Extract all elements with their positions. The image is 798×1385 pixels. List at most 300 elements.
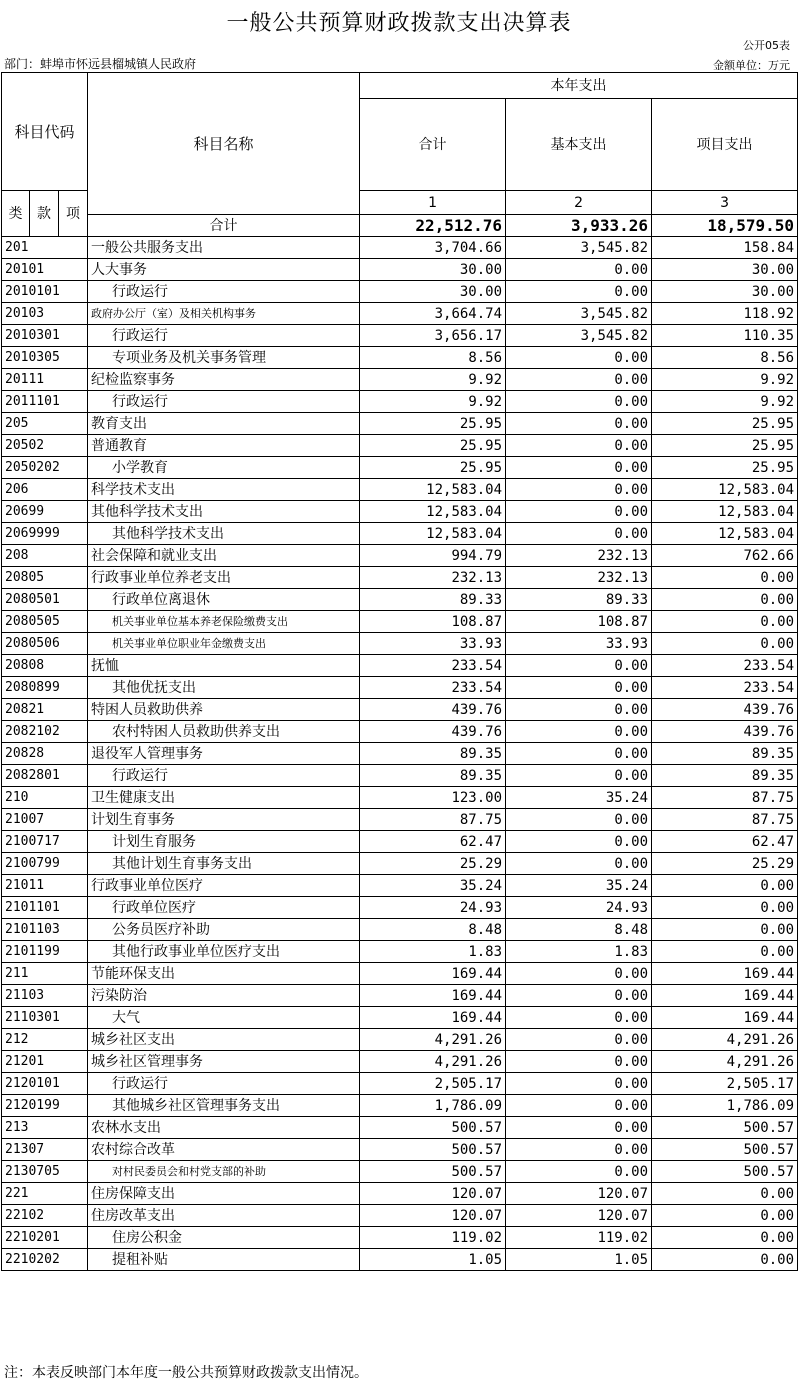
- row-basic: 0.00: [506, 1073, 652, 1095]
- row-total: 3,656.17: [360, 325, 506, 347]
- table-row: [2, 853, 798, 875]
- table-row: [2, 1095, 798, 1117]
- row-code: 2080501: [2, 589, 88, 611]
- row-name: 抚恤: [88, 655, 360, 677]
- row-project: 12,583.04: [652, 479, 798, 501]
- row-project: 25.95: [652, 435, 798, 457]
- row-total: 500.57: [360, 1139, 506, 1161]
- row-project: 0.00: [652, 567, 798, 589]
- row-project: 500.57: [652, 1161, 798, 1183]
- row-total: 232.13: [360, 567, 506, 589]
- table-row: [2, 1249, 798, 1271]
- row-name: 教育支出: [88, 413, 360, 435]
- row-code: 212: [2, 1029, 88, 1051]
- row-name: 行政运行: [88, 765, 360, 787]
- table-row: [2, 919, 798, 941]
- row-code: 221: [2, 1183, 88, 1205]
- header-code: 科目代码: [2, 73, 88, 191]
- row-basic: 3,545.82: [506, 303, 652, 325]
- table-row: [2, 413, 798, 435]
- table-row: [2, 523, 798, 545]
- table-row: [2, 1227, 798, 1249]
- row-project: 169.44: [652, 1007, 798, 1029]
- col-no-1: 1: [360, 191, 506, 215]
- row-total: 3,704.66: [360, 237, 506, 259]
- table-row: [2, 237, 798, 259]
- row-name: 小学教育: [88, 457, 360, 479]
- row-name: 专项业务及机关事务管理: [88, 347, 360, 369]
- row-total: 108.87: [360, 611, 506, 633]
- row-name: 城乡社区管理事务: [88, 1051, 360, 1073]
- row-project: 89.35: [652, 743, 798, 765]
- row-total: 62.47: [360, 831, 506, 853]
- table-row: [2, 325, 798, 347]
- table-row: [2, 391, 798, 413]
- table-row: [2, 677, 798, 699]
- row-name: 特困人员救助供养: [88, 699, 360, 721]
- row-project: 8.56: [652, 347, 798, 369]
- table-row: [2, 281, 798, 303]
- row-basic: 0.00: [506, 369, 652, 391]
- row-code: 2120199: [2, 1095, 88, 1117]
- row-total: 89.35: [360, 743, 506, 765]
- row-project: 25.95: [652, 457, 798, 479]
- row-name: 行政运行: [88, 1073, 360, 1095]
- row-total: 169.44: [360, 963, 506, 985]
- row-basic: 0.00: [506, 457, 652, 479]
- row-name: 行政事业单位医疗: [88, 875, 360, 897]
- total-label: 合计: [88, 215, 360, 237]
- expenditure-table: [1, 72, 798, 1271]
- row-code: 20103: [2, 303, 88, 325]
- table-row: [2, 435, 798, 457]
- row-project: 233.54: [652, 677, 798, 699]
- row-project: 0.00: [652, 1205, 798, 1227]
- row-code: 210: [2, 787, 88, 809]
- row-project: 762.66: [652, 545, 798, 567]
- row-basic: 0.00: [506, 1117, 652, 1139]
- row-project: 89.35: [652, 765, 798, 787]
- row-basic: 120.07: [506, 1205, 652, 1227]
- row-basic: 0.00: [506, 1007, 652, 1029]
- table-row: [2, 963, 798, 985]
- row-code: 21011: [2, 875, 88, 897]
- row-code: 211: [2, 963, 88, 985]
- row-total: 30.00: [360, 259, 506, 281]
- row-total: 9.92: [360, 369, 506, 391]
- table-row: [2, 1139, 798, 1161]
- row-basic: 0.00: [506, 831, 652, 853]
- row-basic: 0.00: [506, 413, 652, 435]
- row-code: 20821: [2, 699, 88, 721]
- table-row: [2, 809, 798, 831]
- table-row: [2, 611, 798, 633]
- row-basic: 1.05: [506, 1249, 652, 1271]
- row-name: 社会保障和就业支出: [88, 545, 360, 567]
- row-name: 其他行政事业单位医疗支出: [88, 941, 360, 963]
- row-basic: 0.00: [506, 1051, 652, 1073]
- row-basic: 8.48: [506, 919, 652, 941]
- row-name: 住房公积金: [88, 1227, 360, 1249]
- row-basic: 0.00: [506, 259, 652, 281]
- row-code: 20699: [2, 501, 88, 523]
- row-project: 0.00: [652, 875, 798, 897]
- table-row: [2, 985, 798, 1007]
- row-basic: 0.00: [506, 523, 652, 545]
- row-total: 35.24: [360, 875, 506, 897]
- row-basic: 0.00: [506, 391, 652, 413]
- table-row: [2, 655, 798, 677]
- row-total: 119.02: [360, 1227, 506, 1249]
- row-basic: 0.00: [506, 655, 652, 677]
- table-row: [2, 479, 798, 501]
- row-total: 25.95: [360, 435, 506, 457]
- table-row: [2, 1183, 798, 1205]
- row-project: 12,583.04: [652, 523, 798, 545]
- row-code: 208: [2, 545, 88, 567]
- table-row: [2, 369, 798, 391]
- row-basic: 35.24: [506, 875, 652, 897]
- row-name: 住房改革支出: [88, 1205, 360, 1227]
- row-basic: 0.00: [506, 765, 652, 787]
- row-name: 计划生育事务: [88, 809, 360, 831]
- total-project: 18,579.50: [652, 215, 798, 237]
- header-xiang: 项: [59, 191, 88, 237]
- row-project: 9.92: [652, 369, 798, 391]
- row-total: 25.95: [360, 413, 506, 435]
- row-code: 20808: [2, 655, 88, 677]
- row-total: 500.57: [360, 1161, 506, 1183]
- row-total: 233.54: [360, 655, 506, 677]
- row-name: 其他科学技术支出: [88, 523, 360, 545]
- total-basic: 3,933.26: [506, 215, 652, 237]
- row-project: 0.00: [652, 1227, 798, 1249]
- row-project: 169.44: [652, 963, 798, 985]
- row-basic: 35.24: [506, 787, 652, 809]
- row-name: 其他科学技术支出: [88, 501, 360, 523]
- row-code: 21201: [2, 1051, 88, 1073]
- row-name: 行政运行: [88, 391, 360, 413]
- row-total: 2,505.17: [360, 1073, 506, 1095]
- row-project: 4,291.26: [652, 1051, 798, 1073]
- row-code: 21103: [2, 985, 88, 1007]
- row-code: 2100717: [2, 831, 88, 853]
- row-project: 0.00: [652, 941, 798, 963]
- row-total: 123.00: [360, 787, 506, 809]
- row-total: 4,291.26: [360, 1051, 506, 1073]
- row-basic: 119.02: [506, 1227, 652, 1249]
- row-name: 提租补贴: [88, 1249, 360, 1271]
- row-code: 21307: [2, 1139, 88, 1161]
- row-basic: 0.00: [506, 699, 652, 721]
- table-row: [2, 545, 798, 567]
- row-project: 87.75: [652, 787, 798, 809]
- row-code: 2080506: [2, 633, 88, 655]
- row-project: 2,505.17: [652, 1073, 798, 1095]
- row-code: 206: [2, 479, 88, 501]
- col-no-3: 3: [652, 191, 798, 215]
- row-name: 其他优抚支出: [88, 677, 360, 699]
- row-total: 8.56: [360, 347, 506, 369]
- row-basic: 0.00: [506, 1139, 652, 1161]
- row-code: 2082801: [2, 765, 88, 787]
- row-project: 25.95: [652, 413, 798, 435]
- row-basic: 0.00: [506, 281, 652, 303]
- row-name: 农村特困人员救助供养支出: [88, 721, 360, 743]
- row-code: 2101101: [2, 897, 88, 919]
- row-code: 2080505: [2, 611, 88, 633]
- table-row: [2, 721, 798, 743]
- row-code: 20805: [2, 567, 88, 589]
- row-total: 4,291.26: [360, 1029, 506, 1051]
- table-row: [2, 347, 798, 369]
- report-title: 一般公共预算财政拨款支出决算表: [226, 11, 572, 36]
- row-total: 12,583.04: [360, 501, 506, 523]
- row-name: 其他计划生育事务支出: [88, 853, 360, 875]
- row-project: 87.75: [652, 809, 798, 831]
- row-basic: 0.00: [506, 721, 652, 743]
- amount-unit: 金额单位：万元: [713, 59, 790, 72]
- row-total: 500.57: [360, 1117, 506, 1139]
- row-name: 行政单位离退休: [88, 589, 360, 611]
- row-total: 120.07: [360, 1183, 506, 1205]
- row-code: 2130705: [2, 1161, 88, 1183]
- row-total: 439.76: [360, 699, 506, 721]
- row-total: 1.05: [360, 1249, 506, 1271]
- row-basic: 0.00: [506, 479, 652, 501]
- table-row: [2, 303, 798, 325]
- row-name: 机关事业单位基本养老保险缴费支出: [88, 611, 360, 633]
- header-name: 科目名称: [88, 73, 360, 215]
- row-project: 12,583.04: [652, 501, 798, 523]
- row-name: 行政运行: [88, 281, 360, 303]
- row-total: 89.33: [360, 589, 506, 611]
- row-project: 158.84: [652, 237, 798, 259]
- row-name: 对村民委员会和村党支部的补助: [88, 1161, 360, 1183]
- header-kuan: 款: [30, 191, 59, 237]
- row-basic: 108.87: [506, 611, 652, 633]
- row-project: 30.00: [652, 281, 798, 303]
- row-name: 普通教育: [88, 435, 360, 457]
- row-name: 行政单位医疗: [88, 897, 360, 919]
- row-name: 行政运行: [88, 325, 360, 347]
- row-name: 人大事务: [88, 259, 360, 281]
- row-code: 2110301: [2, 1007, 88, 1029]
- row-code: 21007: [2, 809, 88, 831]
- row-name: 农林水支出: [88, 1117, 360, 1139]
- row-code: 201: [2, 237, 88, 259]
- row-project: 9.92: [652, 391, 798, 413]
- row-code: 2101199: [2, 941, 88, 963]
- row-project: 439.76: [652, 721, 798, 743]
- table-row: [2, 1117, 798, 1139]
- row-code: 2069999: [2, 523, 88, 545]
- table-row: [2, 941, 798, 963]
- table-row: [2, 457, 798, 479]
- table-row: [2, 1007, 798, 1029]
- header-lei: 类: [2, 191, 30, 237]
- table-row: [2, 1161, 798, 1183]
- row-code: 2010301: [2, 325, 88, 347]
- row-code: 2011101: [2, 391, 88, 413]
- row-total: 12,583.04: [360, 479, 506, 501]
- row-project: 233.54: [652, 655, 798, 677]
- row-project: 4,291.26: [652, 1029, 798, 1051]
- row-project: 0.00: [652, 633, 798, 655]
- row-total: 233.54: [360, 677, 506, 699]
- row-basic: 0.00: [506, 985, 652, 1007]
- row-basic: 0.00: [506, 1029, 652, 1051]
- row-name: 污染防治: [88, 985, 360, 1007]
- row-name: 住房保障支出: [88, 1183, 360, 1205]
- row-project: 25.29: [652, 853, 798, 875]
- header-current-year: 本年支出: [360, 73, 798, 99]
- table-row: [2, 699, 798, 721]
- row-code: 22102: [2, 1205, 88, 1227]
- row-code: 20111: [2, 369, 88, 391]
- row-basic: 0.00: [506, 853, 652, 875]
- row-name: 农村综合改革: [88, 1139, 360, 1161]
- row-basic: 1.83: [506, 941, 652, 963]
- row-basic: 0.00: [506, 963, 652, 985]
- header-total: 合计: [360, 99, 506, 191]
- row-project: 500.57: [652, 1139, 798, 1161]
- table-row: [2, 567, 798, 589]
- table-row: [2, 897, 798, 919]
- row-basic: 24.93: [506, 897, 652, 919]
- row-name: 科学技术支出: [88, 479, 360, 501]
- row-project: 0.00: [652, 589, 798, 611]
- header-project: 项目支出: [652, 99, 798, 191]
- row-total: 12,583.04: [360, 523, 506, 545]
- department-label: 部门：蚌埠市怀远县榴城镇人民政府: [4, 57, 197, 71]
- table-row: [2, 831, 798, 853]
- row-code: 2080899: [2, 677, 88, 699]
- row-project: 110.35: [652, 325, 798, 347]
- row-name: 纪检监察事务: [88, 369, 360, 391]
- total-amount: 22,512.76: [360, 215, 506, 237]
- row-code: 2010101: [2, 281, 88, 303]
- row-basic: 0.00: [506, 435, 652, 457]
- row-basic: 3,545.82: [506, 237, 652, 259]
- row-project: 62.47: [652, 831, 798, 853]
- row-total: 439.76: [360, 721, 506, 743]
- form-number: 公开05表: [743, 39, 790, 52]
- row-project: 0.00: [652, 1249, 798, 1271]
- row-code: 20101: [2, 259, 88, 281]
- row-total: 1.83: [360, 941, 506, 963]
- row-basic: 0.00: [506, 1161, 652, 1183]
- table-row: [2, 1029, 798, 1051]
- table-row: [2, 875, 798, 897]
- table-row: [2, 743, 798, 765]
- footnote: 注：本表反映部门本年度一般公共预算财政拨款支出情况。: [4, 1365, 368, 1381]
- row-total: 1,786.09: [360, 1095, 506, 1117]
- row-total: 89.35: [360, 765, 506, 787]
- row-project: 0.00: [652, 897, 798, 919]
- table-row: [2, 765, 798, 787]
- row-basic: 0.00: [506, 677, 652, 699]
- row-project: 439.76: [652, 699, 798, 721]
- row-basic: 232.13: [506, 567, 652, 589]
- row-total: 9.92: [360, 391, 506, 413]
- row-name: 其他城乡社区管理事务支出: [88, 1095, 360, 1117]
- row-basic: 0.00: [506, 1095, 652, 1117]
- row-code: 2120101: [2, 1073, 88, 1095]
- table-row: [2, 259, 798, 281]
- row-name: 机关事业单位职业年金缴费支出: [88, 633, 360, 655]
- row-code: 2101103: [2, 919, 88, 941]
- row-basic: 33.93: [506, 633, 652, 655]
- row-basic: 120.07: [506, 1183, 652, 1205]
- row-total: 87.75: [360, 809, 506, 831]
- table-row: [2, 589, 798, 611]
- table-row: [2, 633, 798, 655]
- row-name: 卫生健康支出: [88, 787, 360, 809]
- row-project: 0.00: [652, 919, 798, 941]
- row-basic: 0.00: [506, 743, 652, 765]
- row-code: 20828: [2, 743, 88, 765]
- row-total: 3,664.74: [360, 303, 506, 325]
- row-project: 0.00: [652, 1183, 798, 1205]
- row-code: 213: [2, 1117, 88, 1139]
- row-code: 20502: [2, 435, 88, 457]
- row-total: 30.00: [360, 281, 506, 303]
- row-project: 500.57: [652, 1117, 798, 1139]
- row-total: 25.95: [360, 457, 506, 479]
- row-total: 24.93: [360, 897, 506, 919]
- row-name: 政府办公厅（室）及相关机构事务: [88, 303, 360, 325]
- row-name: 计划生育服务: [88, 831, 360, 853]
- header-basic: 基本支出: [506, 99, 652, 191]
- row-code: 2100799: [2, 853, 88, 875]
- row-code: 2010305: [2, 347, 88, 369]
- row-total: 25.29: [360, 853, 506, 875]
- row-basic: 232.13: [506, 545, 652, 567]
- row-total: 169.44: [360, 985, 506, 1007]
- row-name: 城乡社区支出: [88, 1029, 360, 1051]
- row-code: 205: [2, 413, 88, 435]
- row-code: 2050202: [2, 457, 88, 479]
- row-total: 120.07: [360, 1205, 506, 1227]
- row-code: 2210202: [2, 1249, 88, 1271]
- row-basic: 3,545.82: [506, 325, 652, 347]
- row-total: 8.48: [360, 919, 506, 941]
- row-total: 33.93: [360, 633, 506, 655]
- row-name: 公务员医疗补助: [88, 919, 360, 941]
- row-project: 30.00: [652, 259, 798, 281]
- row-basic: 0.00: [506, 501, 652, 523]
- row-project: 1,786.09: [652, 1095, 798, 1117]
- table-row: [2, 787, 798, 809]
- row-total: 169.44: [360, 1007, 506, 1029]
- row-code: 2210201: [2, 1227, 88, 1249]
- col-no-2: 2: [506, 191, 652, 215]
- row-project: 0.00: [652, 611, 798, 633]
- row-name: 大气: [88, 1007, 360, 1029]
- table-row: [2, 1073, 798, 1095]
- row-name: 退役军人管理事务: [88, 743, 360, 765]
- row-project: 169.44: [652, 985, 798, 1007]
- row-basic: 89.33: [506, 589, 652, 611]
- row-total: 994.79: [360, 545, 506, 567]
- row-basic: 0.00: [506, 809, 652, 831]
- table-row: [2, 501, 798, 523]
- row-project: 118.92: [652, 303, 798, 325]
- table-row: [2, 1205, 798, 1227]
- row-name: 一般公共服务支出: [88, 237, 360, 259]
- row-name: 行政事业单位养老支出: [88, 567, 360, 589]
